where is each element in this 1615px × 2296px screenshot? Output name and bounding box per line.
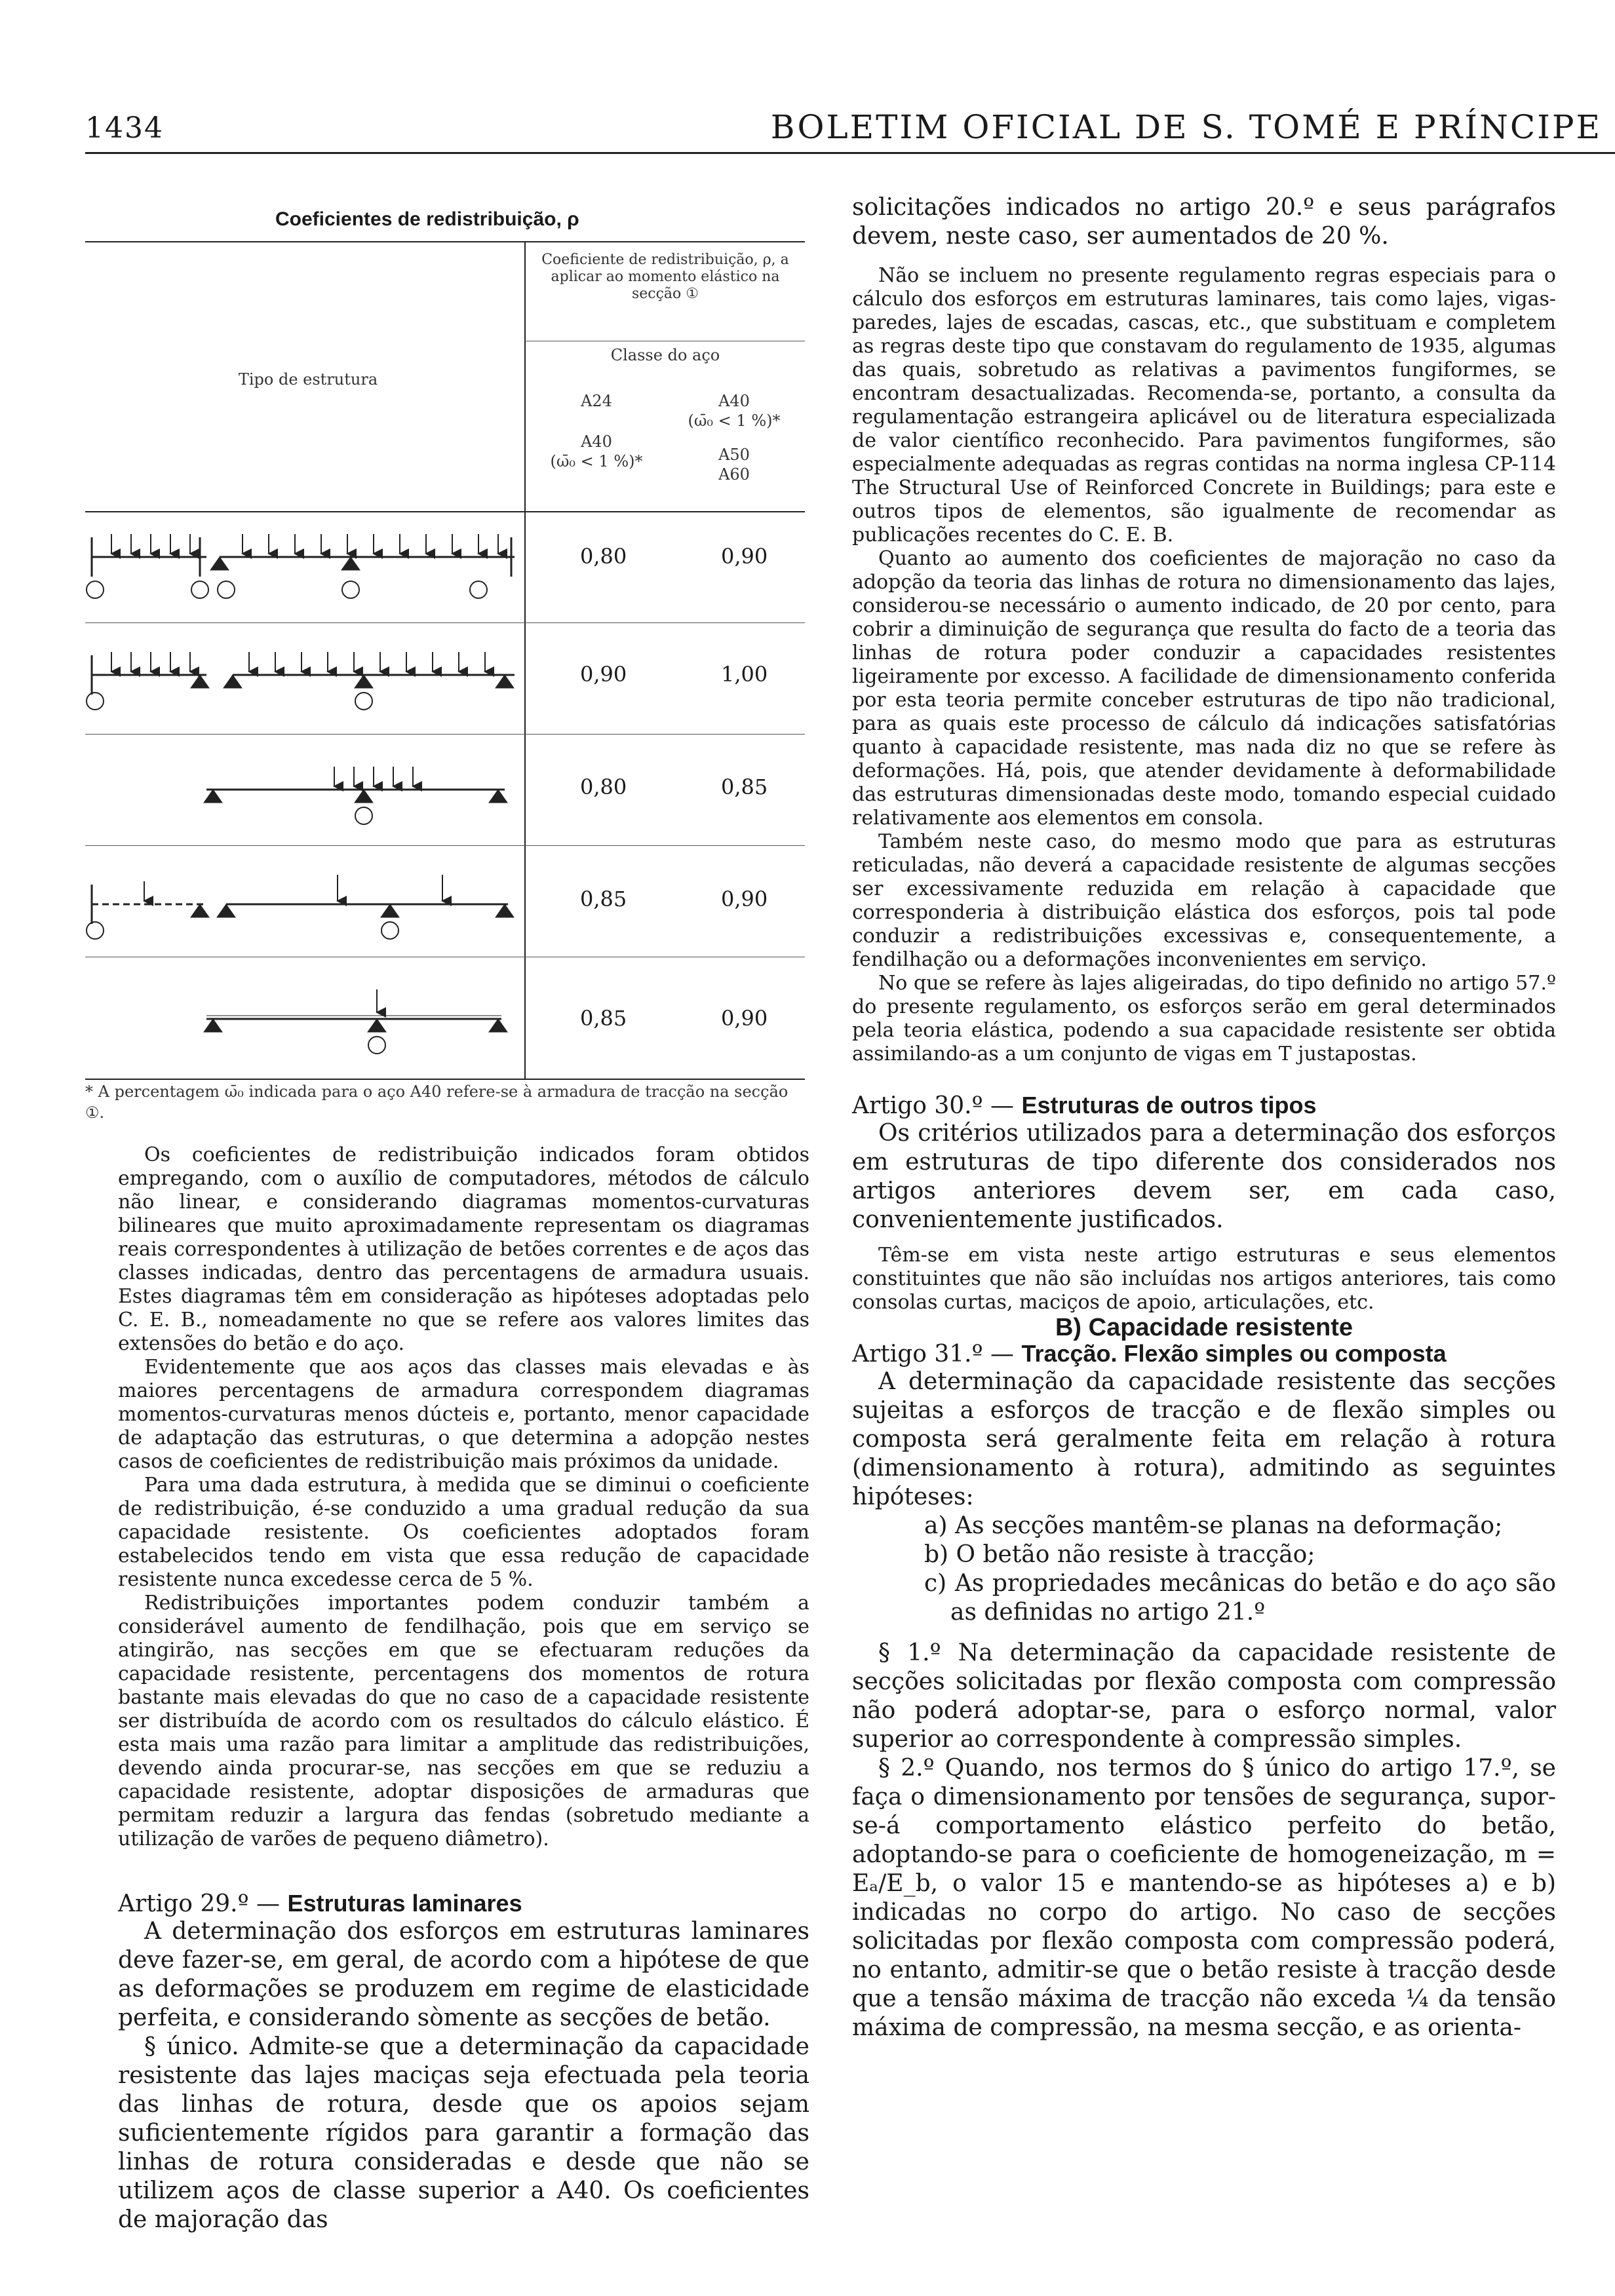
paragraph: A determinação dos esforços em estruturas laminares deve fazer-se, em geral, de acordo com a hipótese de que as deformações se produzem em regime de elasticidade perfeita, e considerando sòmente as secções de betão. [118,1918,809,2031]
paragraph-1: § 1.º Na determinação da capacidade resistente de secções solicitadas por flexão composta com compressão não poderá adoptar-se, para o esforço normal, valor superior ao correspondente à compressão simples. [852,1639,1556,1753]
class-a-line1: A24 [581,392,612,410]
paragraph-2: § 2.º Quando, nos termos do § único do artigo 17.º, se faça o dimensionamento por tensões de segurança, supor-se-á comportamento elástico perfeito do betão, adoptando-se para o coeficiente de homogeneização, m = Eₐ/E_b, o valor 15 e mantendo-se as hipóteses a) e b) indicadas no corpo do artigo. No caso de secções solicitadas por flexão composta com compressão poderá, no entanto, admitir-se que o betão resiste à tracção desde que a tensão máxima de tracção não exceda ¼ da tensão máxima de compressão, na mesma secção, e as orienta- [852,1755,1556,2041]
hypothesis-b: b) O betão não resiste à tracção; [924,1541,1315,1568]
section-b-title: B) Capacidade resistente [1055,1314,1353,1341]
article-30-heading [852,1092,1556,1119]
paragraph: Evidentemente que aos aços das classes mais elevadas e às maiores percentagens de armadura correspondem diagramas momentos-curvaturas menos dúcteis e, portanto, menor capacidade de adaptação das estruturas, o que determina a adopção nestes casos de coeficientes de redistribuição mais próximos da unidade. [118,1356,809,1473]
hypothesis-c: c) As propriedades mecânicas do betão e do aço são as definidas no artigo 21.º [924,1570,1556,1626]
row5-class-a: 0,85 [580,1006,627,1031]
class-a-line2: A40 [581,432,612,451]
structure-diagrams [85,242,524,1079]
article-30-label: Artigo 30.º — [852,1092,1014,1119]
article-31-heading [852,1341,1556,1368]
article-30-title: Estruturas de outros tipos [1021,1092,1317,1119]
table-title: Coeficientes de redistribuição, ρ [275,208,579,230]
comment-paragraph: Também neste caso, do mesmo modo que para as estruturas reticuladas, não deverá a capacidade resistente de algumas secções ser excessivamente reduzida em relação à capacidade que corresponderia à distribuição elástica dos esforços, pois tal pode conduzir a redistribuições excessivas e, consequentemente, a fendilhação ou a deformações inconvenientes em serviço. [852,830,1556,971]
comment-paragraph: Têm-se em vista neste artigo estruturas e seus elementos constituintes que não são incluídas nos artigos anteriores, tais como consolas curtas, maciços de apoio, articulações, etc. [852,1244,1556,1314]
row2-class-b: 1,00 [721,662,768,687]
paragraph: Para uma dada estrutura, à medida que se diminui o coeficiente de redistribuição, é-se conduzido a uma gradual redução da sua capacidade resistente. Os coeficientes adoptados foram estabelecidos tendo em vista que essa redução de capacidade resistente nunca excedesse cerca de 5 %. [118,1474,809,1591]
comment-paragraph: Não se incluem no presente regulamento regras especiais para o cálculo dos esforços em estruturas laminares, tais como lajes, vigas-paredes, lajes de escadas, cascas, etc., que substituam e completem as regras deste tipo que constavam do regulamento de 1935, algumas das quais, sobretudo as relativas a pavimentos fungiformes, se encontram desactualizadas. Recomenda-se, portanto, a consulta da regulamentação estrangeira aplicável ou de literatura especializada de valor científico reconhecido. Para pavimentos fungiformes, são especialmente adequadas as regras contidas na norma inglesa CP-114 The Structural Use of Reinforced Concrete in Buildings; para este e outros tipos de elementos, são igualmente de recomendar as publicações recentes do C. E. B. [852,264,1556,546]
row3-class-b: 0,85 [721,775,768,799]
col-header-steel-class: Classe do aço [610,346,720,364]
right-column [852,193,1556,2042]
row4-class-a: 0,85 [580,887,627,911]
table-footnote: * A percentagem ω̄₀ indicada para o aço A40 refere-se à armadura de tracção na secção ①. [85,1082,788,1122]
col-header-structure: Tipo de estrutura [238,370,378,389]
article-31-label: Artigo 31.º — [852,1341,1014,1368]
diagram-row-4 [87,875,514,939]
article-31-title: Tracção. Flexão simples ou composta [1021,1340,1447,1367]
paragraph: Os critérios utilizados para a determinação dos esforços em estruturas de tipo diferente dos considerados nos artigos anteriores devem ser, em cada caso, convenientemente justificados. [852,1120,1556,1233]
article-29-label: Artigo 29.º — [118,1890,280,1917]
comment-paragraph: Quanto ao aumento dos coeficientes de majoração no caso da adopção da teoria das linhas de rotura no dimensionamento das lajes, considerou-se necessário o aumento indicado, de 20 por cento, para cobrir a diminuição de segurança que resulta do facto de a teoria das linhas de rotura poder conduzir a capacidades resistentes ligeiramente por excesso. A facilidade de dimensionamento conferida por esta teoria permite conceber estruturas de tipo não tradicional, para as quais este processo de cálculo dá indicações satisfatórias quanto à capacidade resistente, mas nada diz no que se refere às deformações. Há, pois, que atender devidamente à deformabilidade das estruturas dimensionadas deste modo, tomando especial cuidado relativamente aos elementos em consola. [852,547,1556,830]
paragraph: Redistribuições importantes podem conduzir também a considerável aumento de fendilhação, pois que em serviço se atingirão, nas secções em que se efectuaram reduções da capacidade resistente, percentagens dos momentos de rotura bastante mais elevadas do que no caso de a capacidade resistente ser distribuída de acordo com os resultados do cálculo elástico. É esta mais uma razão para limitar a amplitude das redistribuições, devendo ainda procurar-se, nas secções em que se reduziu a capacidade resistente, adoptar disposições de armaduras que permitam reduzir a largura das fendas (sobretudo mediante a utilização de varões de pequeno diâmetro). [118,1592,809,1850]
paragraph: Os coeficientes de redistribuição indicados foram obtidos empregando, com o auxílio de computadores, métodos de cálculo não linear, e considerando diagramas momentos-curvaturas bilineares que muito aproximadamente representam os diagramas reais correspondentes à utilização de betões correntes e de aços das classes indicadas, dentro das percentagens de armadura usuais. Estes diagramas têm em consideração as hipóteses adoptadas pelo C. E. B., nomeadamente no que se refere aos valores limites das extensões do betão e do aço. [118,1143,809,1355]
article-29-heading [118,1890,809,1917]
paragraph: § único. Admite-se que a determinação da capacidade resistente das lajes maciças seja efectuada pela teoria das linhas de rotura, desde que os apoios sejam suficientemente rígidos para garantir a formação das linhas de rotura consideradas e desde que não se utilizem aços de classe superior a A40. Os coeficientes de majoração das [118,2033,809,2233]
hypothesis-a: a) As secções mantêm-se planas na deformação; [924,1512,1503,1539]
diagram-row-5 [204,989,507,1054]
col-header-coefficient: Coeficiente de redistribuição, ρ, a aplicar ao momento elástico na secção ① [541,252,789,302]
diagram-row-3 [204,767,507,824]
row1-class-b: 0,90 [721,544,768,569]
diagram-row-1 [87,534,515,598]
class-b-line1: A40 [718,392,750,410]
left-column [118,1143,809,2234]
row1-class-a: 0,80 [580,544,627,569]
row4-class-b: 0,90 [721,887,768,911]
comment-paragraph: No que se refere às lajes aligeiradas, do tipo definido no artigo 57.º do presente regulamento, os esforços serão em geral determinados pela teoria elástica, podendo a sua capacidade resistente ser obtida assimilando-as a um conjunto de vigas em T justapostas. [852,972,1556,1065]
paragraph: A determinação da capacidade resistente das secções sujeitas a esforços de tracção e de flexão simples ou composta será geralmente feita em relação à rotura (dimensionamento à rotura), admitindo as seguintes hipóteses: [852,1368,1556,1510]
diagram-row-2 [87,652,515,710]
class-b-line2: (ω̄₀ < 1 %)* [688,411,781,430]
table-vertical-divider [524,242,526,1079]
article-29-title: Estruturas laminares [287,1890,522,1917]
class-b-line4: A60 [718,465,750,484]
header-rule [85,152,1615,154]
running-title: BOLETIM OFICIAL DE S. TOMÉ E PRÍNCIPE [770,108,1602,146]
row3-class-a: 0,80 [580,775,627,799]
page-number: 1434 [85,111,164,145]
class-a-line3: (ω̄₀ < 1 %)* [550,452,643,470]
class-b-line3: A50 [718,446,750,464]
row5-class-b: 0,90 [721,1006,768,1031]
row2-class-a: 0,90 [580,662,627,687]
redistribution-table [85,241,805,1080]
paragraph: solicitações indicados no artigo 20.º e seus parágrafos devem, neste caso, ser aumentados de 20 %. [852,194,1556,250]
